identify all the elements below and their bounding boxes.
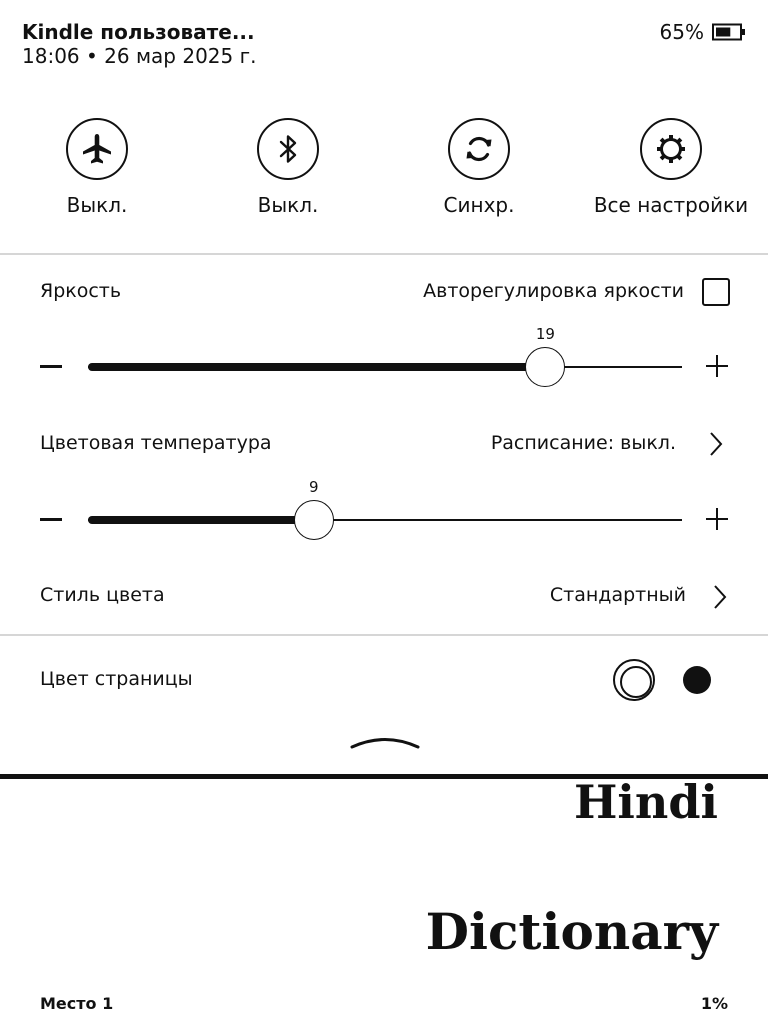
battery-status (660, 20, 746, 44)
all-settings-button[interactable] (640, 118, 702, 180)
auto-brightness-label: Авторегулировка яркости (423, 280, 684, 302)
color-temperature-value: 9 (308, 478, 319, 496)
color-temperature-slider-handle[interactable] (294, 500, 334, 540)
sync-label: Синхр. (443, 193, 515, 217)
reading-progress: 1% (700, 994, 728, 1013)
book-title-line-1: Hindi (573, 775, 718, 829)
color-style-value[interactable]: Стандартный (549, 584, 686, 606)
color-temperature-decrease-button[interactable] (40, 518, 62, 521)
chevron-up-icon[interactable] (350, 734, 420, 754)
divider (0, 634, 768, 636)
brightness-fill (88, 363, 545, 371)
quick-actions (0, 118, 768, 223)
airplane-icon (79, 131, 115, 167)
brightness-decrease-button[interactable] (40, 365, 62, 368)
brightness-label: Яркость (40, 280, 122, 302)
brightness-value: 19 (535, 325, 555, 343)
brightness-slider[interactable] (40, 325, 740, 397)
all-settings-label: Все настройки (593, 193, 749, 217)
color-temperature-fill (88, 516, 314, 524)
book-title-line-2: Dictionary (425, 902, 718, 961)
bluetooth-label: Выкл. (257, 193, 319, 217)
color-temperature-increase-button[interactable] (706, 508, 728, 530)
color-temperature-slider[interactable] (40, 478, 740, 550)
brightness-increase-button[interactable] (706, 355, 728, 377)
airplane-mode-label: Выкл. (66, 193, 128, 217)
all-settings[interactable] (581, 118, 761, 217)
bluetooth-icon (270, 131, 306, 167)
color-temperature-label: Цветовая температура (40, 432, 272, 454)
bluetooth-toggle[interactable] (198, 118, 378, 217)
device-name: Kindle пользовате... (22, 20, 255, 44)
color-style-label: Стиль цвета (40, 584, 165, 606)
chevron-right-icon[interactable] (708, 431, 724, 457)
divider (0, 253, 768, 255)
auto-brightness-checkbox[interactable] (702, 278, 730, 306)
airplane-mode-toggle[interactable] (7, 118, 187, 217)
battery-icon (712, 23, 746, 41)
status-bar (22, 20, 746, 70)
battery-percent: 65% (659, 20, 704, 44)
reading-location: Место 1 (40, 994, 114, 1013)
sync-button[interactable] (448, 118, 510, 180)
brightness-slider-handle[interactable] (525, 347, 565, 387)
schedule-label[interactable]: Расписание: выкл. (490, 432, 676, 454)
chevron-right-icon[interactable] (712, 584, 728, 610)
page-color-label: Цвет страницы (40, 668, 193, 690)
airplane-mode-button[interactable] (66, 118, 128, 180)
date-time: 18:06 • 26 мар 2025 г. (22, 44, 257, 68)
page-color-dark-option[interactable] (683, 666, 711, 694)
sync-toggle[interactable] (389, 118, 569, 217)
gear-icon (653, 131, 689, 167)
page-color-light-option[interactable] (613, 659, 655, 701)
bluetooth-button[interactable] (257, 118, 319, 180)
sync-icon (461, 131, 497, 167)
